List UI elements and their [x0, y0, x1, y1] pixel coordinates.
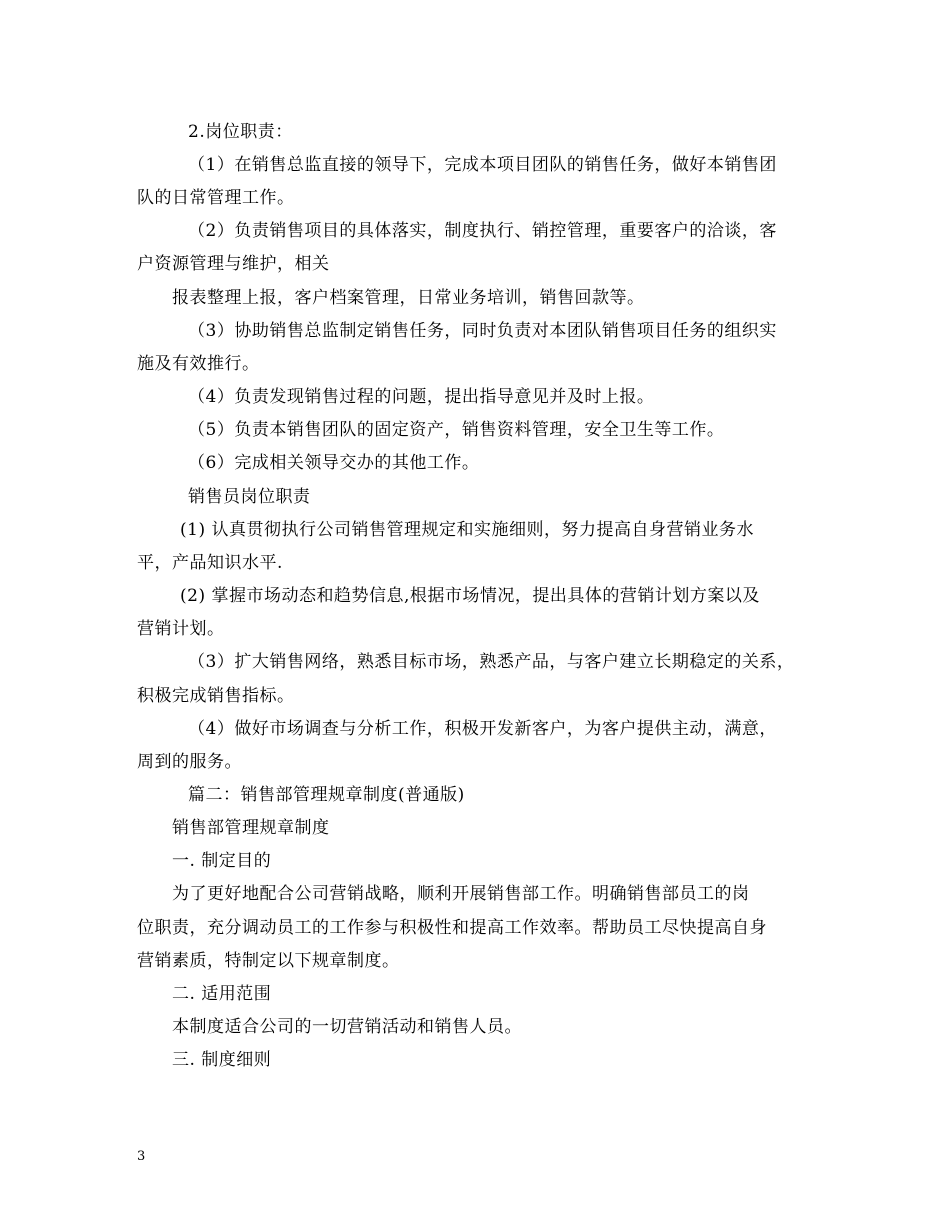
text-line: 2.岗位职责：	[188, 122, 293, 142]
text-line: 位职责，充分调动员工的工作参与积极性和提高工作效率。帮助员工尽快提高自身	[137, 918, 767, 938]
text-line: （2）负责销售项目的具体落实，制度执行、销控管理，重要客户的洽谈，客	[188, 221, 777, 241]
text-line: (1) 认真贯彻执行公司销售管理规定和实施细则，努力提高自身营销业务水	[180, 520, 754, 540]
text-line: 营销素质，特制定以下规章制度。	[137, 951, 400, 971]
text-line: 营销计划。	[137, 619, 225, 639]
text-line: （6）完成相关领导交办的其他工作。	[188, 453, 480, 473]
text-line: （3）协助销售总监制定销售任务，同时负责对本团队销售项目任务的组织实	[188, 321, 777, 341]
section-heading: 二. 适用范围	[172, 984, 272, 1004]
text-line: （3）扩大销售网络，熟悉目标市场，熟悉产品，与客户建立长期稳定的关系，	[188, 652, 795, 672]
section-heading: 一. 制定目的	[172, 851, 272, 871]
text-line: 户资源管理与维护，相关	[137, 254, 330, 274]
text-line: 积极完成销售指标。	[137, 686, 295, 706]
text-line: （5）负责本销售团队的固定资产，销售资料管理，安全卫生等工作。	[188, 420, 725, 440]
section-heading: 销售部管理规章制度	[172, 818, 330, 838]
text-line: 报表整理上报，客户档案管理，日常业务培训，销售回款等。	[172, 288, 645, 308]
text-line: 为了更好地配合公司营销战略，顺利开展销售部工作。明确销售部员工的岗	[172, 884, 750, 904]
section-heading: 篇二：销售部管理规章制度(普通版)	[188, 785, 465, 805]
text-line: (2) 掌握市场动态和趋势信息,根据市场情况，提出具体的营销计划方案以及	[180, 586, 760, 606]
text-line: 队的日常管理工作。	[137, 188, 295, 208]
page-number: 3	[137, 1149, 146, 1164]
text-line: 平，产品知识水平.	[137, 553, 283, 573]
section-heading: 三. 制度细则	[172, 1050, 272, 1070]
section-heading: 销售员岗位职责	[188, 487, 311, 507]
text-line: （1）在销售总监直接的领导下，完成本项目团队的销售任务，做好本销售团	[188, 155, 777, 175]
text-line: 周到的服务。	[137, 752, 242, 772]
text-line: （4）负责发现销售过程的问题，提出指导意见并及时上报。	[188, 387, 655, 407]
text-line: （4）做好市场调查与分析工作，积极开发新客户，为客户提供主动，满意，	[188, 719, 777, 739]
text-line: 本制度适合公司的一切营销活动和销售人员。	[172, 1017, 522, 1037]
text-line: 施及有效推行。	[137, 354, 260, 374]
